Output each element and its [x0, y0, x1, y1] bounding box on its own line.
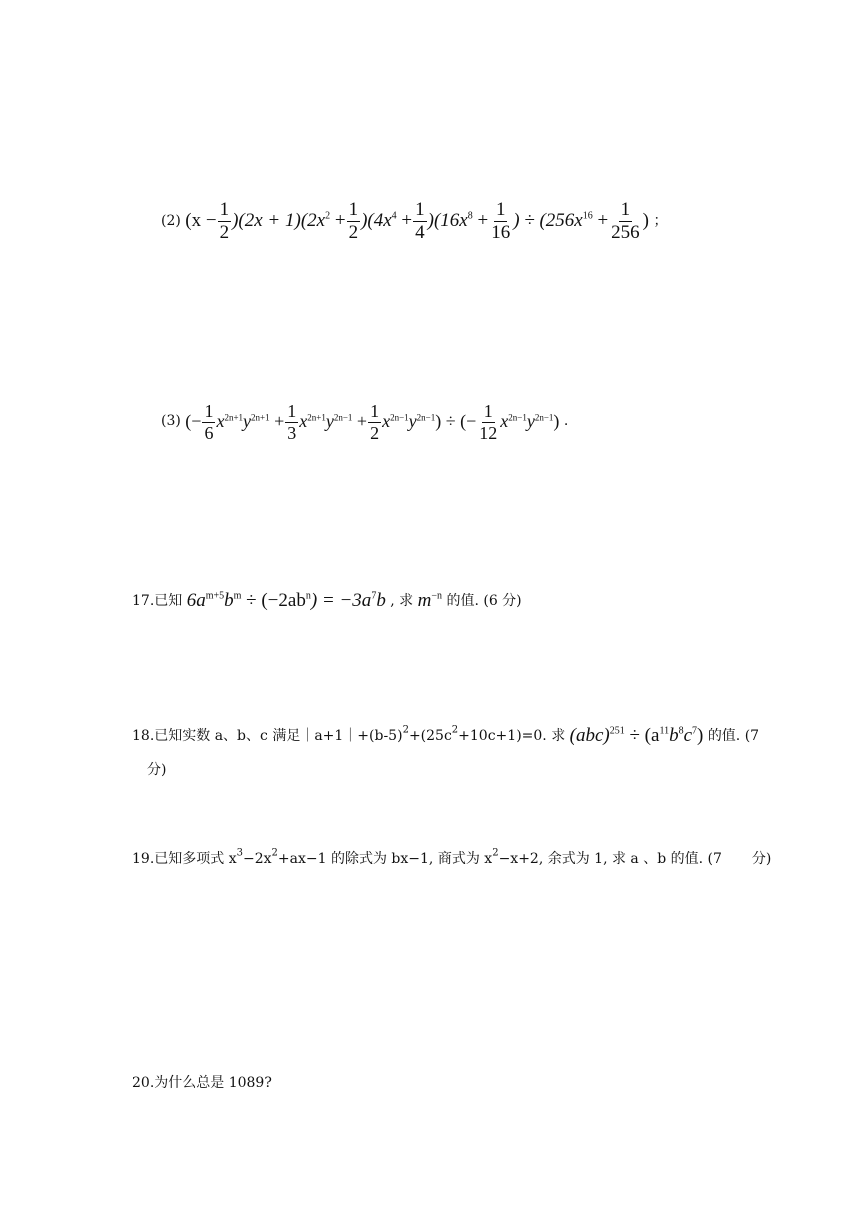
problem-17 — [132, 586, 522, 616]
fraction: $\frac{1}{12}$ — [479, 401, 498, 444]
fraction: $\frac{1}{2}$ — [370, 401, 380, 444]
fraction: $\frac{1}{3}$ — [287, 401, 297, 444]
problem-18-line-2: 分) — [147, 762, 167, 778]
fraction: $\frac{1}{2}$ — [348, 199, 359, 244]
end-punctuation: ； — [653, 213, 668, 229]
expression-17: $6a^{m+5}b^m \div (-2ab^n) = -3a^7b$ — [186, 590, 386, 611]
fraction: $\frac{1}{256}$ — [611, 199, 640, 244]
fraction: $\frac{1}{2}$ — [219, 199, 230, 244]
problem-16-part-2 — [161, 196, 667, 246]
problem-18-line-1: 18.已知实数 a、b、c 满足$|a+1|+(b-5)^2+(25c^2+10c+1)=0$. 求 $(abc)^{251} \div (a^{11}b^8c^7)$ 的值. (7 — [132, 720, 759, 752]
fraction: $\frac{1}{16}$ — [491, 199, 511, 244]
problem-17-prefix: 17.已知 — [132, 593, 183, 609]
part-label: (3) — [161, 413, 181, 429]
problem-17-mid: , 求 — [390, 593, 414, 609]
end-punctuation: . — [563, 413, 569, 429]
expression-16-2: (x − $\frac{1}{2}$ )$(2x + 1)(2x^2$ + $\frac{1}{2}$ )($4x^4$ + $\frac{1}{4}$ )($16x^8$ + $\frac{1}{16}$ ) ÷ ($256x^{16}$ + $\frac{1}{256}$ ) — [185, 199, 649, 244]
part-label: (2) — [161, 213, 181, 229]
expression-18: $(abc)^{251} \div (a^{11}b^8c^7)$ — [569, 725, 704, 746]
expression-17-target: $m^{-n}$ — [417, 590, 442, 611]
fraction: $\frac{1}{4}$ — [415, 199, 425, 244]
problem-17-suffix: 的值. (6 分) — [446, 593, 522, 609]
expression-16-3: (− $\frac{1}{6}$ $x^{2n+1}y^{2n+1}$ + $\frac{1}{3}$ $x^{2n+1}y^{2n-1}$ + $\frac{1}{2}$ $x^{2n-1}y^{2n-1}$) ÷ (− $\frac{1}{12}$ $x^{2n-1}y^{2n-1}$) — [185, 401, 560, 444]
problem-19: 19.已知多项式 $x^3-2x^2+ax-1$ 的除式为 bx−1, 商式为 $x^2-x+2$, 余式为 1, 求 a 、b 的值. (7 分) — [132, 847, 772, 867]
fraction: $\frac{1}{6}$ — [204, 401, 214, 444]
problem-20: 20.为什么总是 1089? — [132, 1075, 272, 1091]
problem-16-part-3 — [161, 396, 568, 446]
